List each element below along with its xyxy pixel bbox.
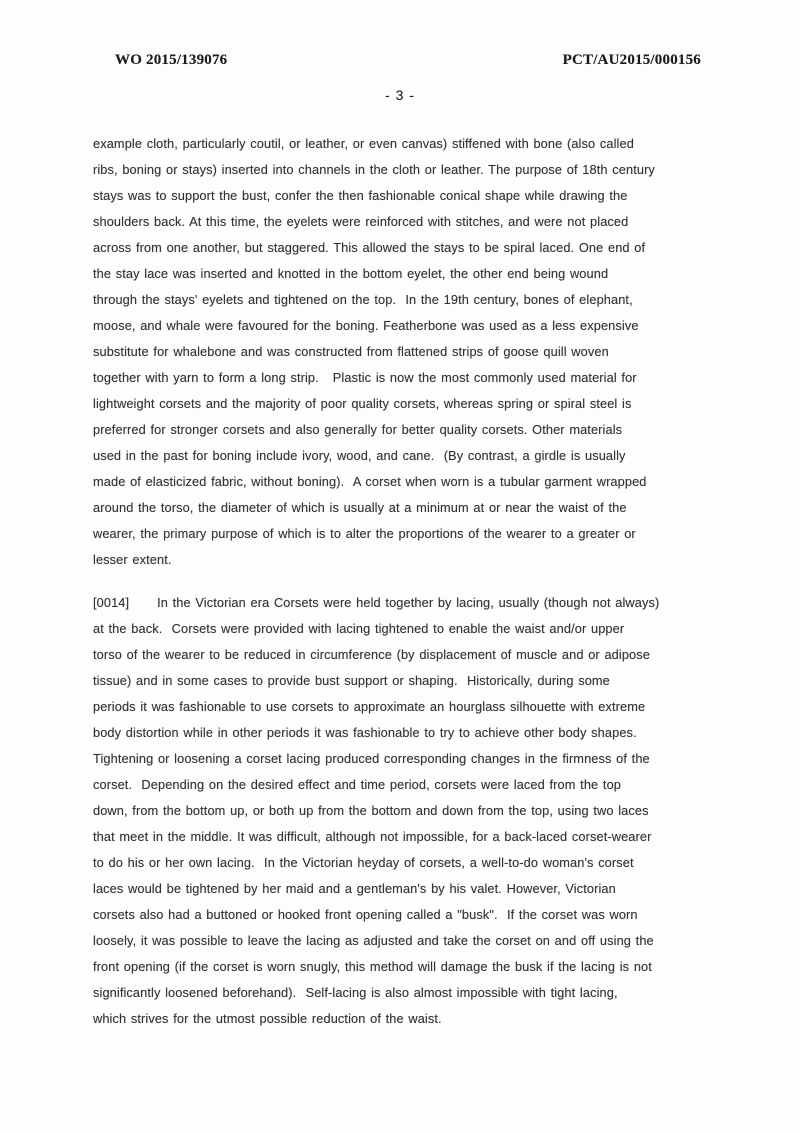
- text-line: around the torso, the diameter of which is usually at a minimum at or near the waist of the: [93, 500, 627, 515]
- text-line: that meet in the middle. It was difficult, although not impossible, for a back-laced corset-wearer: [93, 829, 652, 844]
- text-line: made of elasticized fabric, without boning). A corset when worn is a tubular garment wrapped: [93, 474, 647, 489]
- text-line: lightweight corsets and the majority of poor quality corsets, whereas spring or spiral steel is: [93, 396, 632, 411]
- application-number: PCT/AU2015/000156: [562, 52, 701, 68]
- paragraph-0014-lacing: [93, 590, 720, 1032]
- text-line: which strives for the utmost possible reduction of the waist.: [93, 1011, 442, 1026]
- text-line: through the stays' eyelets and tightened on the top. In the 19th century, bones of elephant,: [93, 292, 633, 307]
- text-line: moose, and whale were favoured for the boning. Featherbone was used as a less expensive: [93, 318, 639, 333]
- text-line: tissue) and in some cases to provide bust support or shaping. Historically, during some: [93, 673, 610, 688]
- text-line: the stay lace was inserted and knotted in the bottom eyelet, the other end being wound: [93, 266, 609, 281]
- text-line: substitute for whalebone and was constructed from flattened strips of goose quill woven: [93, 344, 609, 359]
- text-line: together with yarn to form a long strip. Plastic is now the most commonly used material for: [93, 370, 637, 385]
- text-line: torso of the wearer to be reduced in circumference (by displacement of muscle and or adipose: [93, 647, 650, 662]
- text-line: laces would be tightened by her maid and a gentleman's by his valet. However, Victorian: [93, 881, 616, 896]
- text-line: periods it was fashionable to use corsets to approximate an hourglass silhouette with extreme: [93, 699, 646, 714]
- text-line: preferred for stronger corsets and also generally for better quality corsets. Other materials: [93, 422, 623, 437]
- text-line: corsets also had a buttoned or hooked front opening called a "busk". If the corset was worn: [93, 907, 638, 922]
- text-line: significantly loosened beforehand). Self-lacing is also almost impossible with tight lacing,: [93, 985, 618, 1000]
- text-line: body distortion while in other periods it was fashionable to try to achieve other body shapes.: [93, 725, 637, 740]
- text-line: example cloth, particularly coutil, or leather, or even canvas) stiffened with bone (also called: [93, 136, 634, 151]
- text-line: lesser extent.: [93, 552, 172, 567]
- text-line: to do his or her own lacing. In the Victorian heyday of corsets, a well-to-do woman's corset: [93, 855, 634, 870]
- page-header: [115, 52, 701, 69]
- page-number: - 3 -: [385, 87, 415, 103]
- text-line: down, from the bottom up, or both up from the bottom and down from the top, using two laces: [93, 803, 649, 818]
- text-line: stays was to support the bust, confer the then fashionable conical shape while drawing the: [93, 188, 628, 203]
- text-line: Tightening or loosening a corset lacing produced corresponding changes in the firmness of the: [93, 751, 650, 766]
- text-line: used in the past for boning include ivory, wood, and cane. (By contrast, a girdle is usually: [93, 448, 626, 463]
- text-line: wearer, the primary purpose of which is to alter the proportions of the wearer to a greater or: [93, 526, 636, 541]
- paragraph-boning-description: [93, 131, 720, 573]
- text-line: across from one another, but staggered. This allowed the stays to be spiral laced. One end of: [93, 240, 646, 255]
- text-line: front opening (if the corset is worn snugly, this method will damage the busk if the lacing is not: [93, 959, 652, 974]
- text-line: corset. Depending on the desired effect and time period, corsets were laced from the top: [93, 777, 622, 792]
- text-line: [0014] In the Victorian era Corsets were held together by lacing, usually (though not always): [93, 595, 660, 610]
- publication-number: WO 2015/139076: [115, 52, 228, 68]
- document-body: [93, 131, 720, 1032]
- text-line: shoulders back. At this time, the eyelets were reinforced with stitches, and were not placed: [93, 214, 629, 229]
- text-line: ribs, boning or stays) inserted into channels in the cloth or leather. The purpose of 18th century: [93, 162, 655, 177]
- text-line: loosely, it was possible to leave the lacing as adjusted and take the corset on and off using the: [93, 933, 654, 948]
- text-line: at the back. Corsets were provided with lacing tightened to enable the waist and/or upper: [93, 621, 625, 636]
